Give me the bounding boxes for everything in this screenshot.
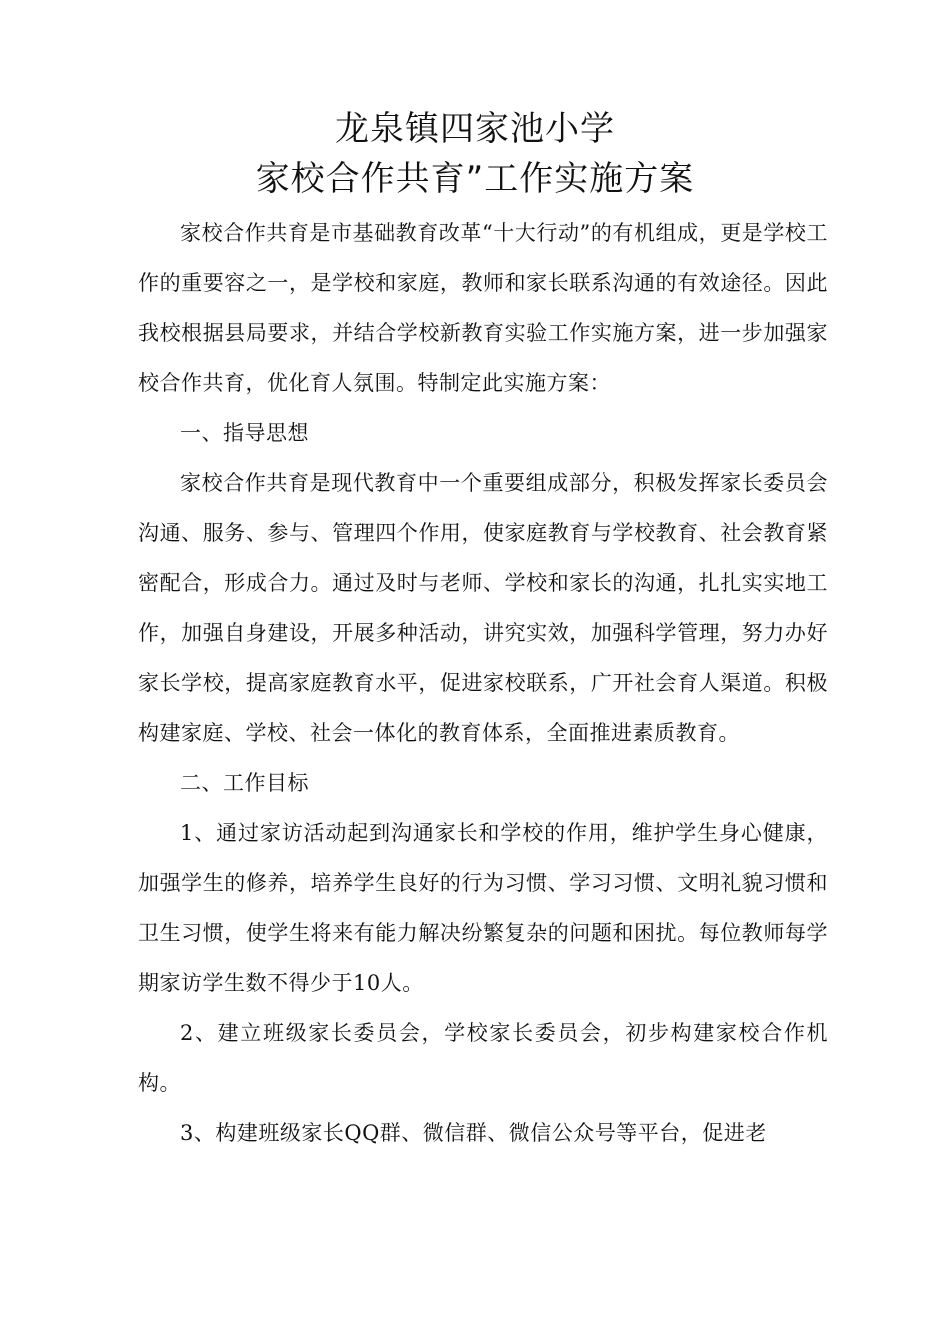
document-title — [0, 104, 950, 204]
title-line-school: 龙泉镇四家池小学 — [335, 109, 615, 149]
goal-item-2: 2、建立班级家长委员会，学校家长委员会，初步构建家校合作机构。 — [138, 1021, 828, 1095]
document-body — [138, 208, 828, 1158]
title-line-plan: 家校合作共育”工作实施方案 — [255, 159, 695, 199]
goal-item-1: 1、通过家访活动起到沟通家长和学校的作用，维护学生身心健康，加强学生的修养，培养学生良好的行为习惯、学习习惯、文明礼貌习惯和卫生习惯，使学生将来有能力解决纷繁复杂的问题和困扰。每位教师每学期家访学生数不得少于10人。 — [138, 821, 828, 995]
goal-item-3: 3、构建班级家长QQ群、微信群、微信公众号等平台，促进老 — [180, 1121, 767, 1145]
guiding-thought-paragraph: 家校合作共育是现代教育中一个重要组成部分，积极发挥家长委员会沟通、服务、参与、管理四个作用，使家庭教育与学校教育、社会教育紧密配合，形成合力。通过及时与老师、学校和家长的沟通，扎扎实实地工作，加强自身建设，开展多种活动，讲究实效，加强科学管理，努力办好家长学校，提高家庭教育水平，促进家校联系，广开社会育人渠道。积极构建家庭、学校、社会一体化的教育体系，全面推进素质教育。 — [138, 471, 828, 745]
intro-paragraph: 家校合作共育是市基础教育改革“十大行动”的有机组成，更是学校工作的重要容之一，是学校和家庭，教师和家长联系沟通的有效途径。因此我校根据县局要求，并结合学校新教育实验工作实施方案，进一步加强家校合作共育，优化育人氛围。特制定此实施方案： — [138, 221, 828, 395]
section-heading-work-goals: 二、工作目标 — [180, 771, 309, 795]
section-heading-guiding-thought: 一、指导思想 — [180, 421, 309, 445]
